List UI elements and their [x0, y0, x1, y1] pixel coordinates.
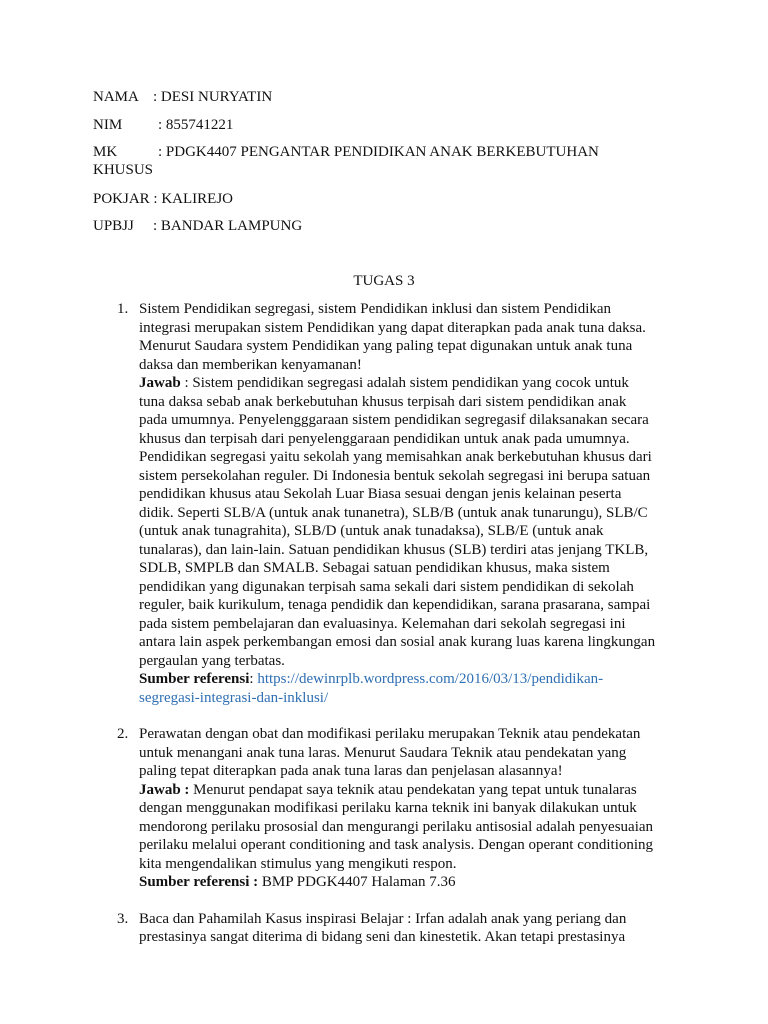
- answer-paragraph: [139, 374, 657, 670]
- question-item-1: [117, 300, 657, 707]
- nim-value: : 855741221: [158, 117, 234, 133]
- source-paragraph: [139, 873, 657, 892]
- answer-label: Jawab :: [139, 781, 190, 798]
- answer-text: Menurut pendapat saya teknik atau pendekatan yang tepat untuk tunalaras dengan menggunakan modifikasi perilaku karna teknik ini banyak dilakukan untuk mendorong perilaku prososial dan mengurangi perilaku antisosial adalah penyesuaian perilaku melalui operant conditioning and task analysis. Dengan operant conditioning kita mengendalikan stimulus yang mengikuti respon.: [139, 781, 654, 872]
- source-label: Sumber referensi :: [139, 874, 259, 890]
- pokjar-text: POKJAR : KALIREJO: [93, 191, 234, 207]
- question-item-3: [117, 910, 657, 947]
- question-text: Baca dan Pahamilah Kasus inspirasi Belajar : Irfan adalah anak yang periang dan prestasinya sangat diterima di bidang seni dan kinestetik. Akan tetapi prestasinya: [139, 910, 627, 945]
- answer-text: : Sistem pendidikan segregasi adalah sistem pendidikan yang cocok untuk tuna daksa sebab anak berkebutuhan khusus terpisah dari sistem pendidikan anak pada umumnya. Penyelengggaraan sistem pendidikan segregasif dilaksanakan secara khusus dan terpisah dari penyelenggaraan pendidikan untuk anak pada umumnya. Pendidikan segregasi yaitu sekolah yang memisahkan anak berkebutuhan khusus dari sistem persekolahan reguler. Di Indonesia bentuk sekolah segregasi ini berupa satuan pendidikan khusus atau Sekolah Luar Biasa sesuai dengan jenis kelainan peserta didik. Seperti SLB/A (untuk anak tunanetra), SLB/B (untuk anak tunarungu), SLB/C (untuk anak tunagrahita), SLB/D (untuk anak tunadaksa), SLB/E (untuk anak tunalaras), dan lain-lain. Satuan pendidikan khusus (SLB) terdiri atas jenjang TKLB, SDLB, SMPLB dan SMALB. Sebagai satuan pendidikan khusus, maka sistem pendidikan yang digunakan terpisah sama sekali dari sistem pendidikan di sekolah reguler, baik kurikulum, tenaga pendidik dan kependidikan, sarana prasarana, sampai pada sistem pembelajaran dan evaluasinya. Kelemahan dari sekolah segregasi ini antara lain aspek perkembangan emosi dan sosial anak kurang luas karena lingkungan pergaulan yang terbatas.: [139, 375, 656, 669]
- answer-paragraph: [139, 781, 657, 874]
- source-separator: :: [249, 671, 258, 687]
- nama-value: : DESI NURYATIN: [153, 89, 273, 105]
- question-item-2: [117, 725, 657, 892]
- source-link[interactable]: https://dewinrplb.wordpress.com/2016/03/13/pendidikan-segregasi-integrasi-dan-inklusi/: [139, 671, 604, 706]
- source-text: BMP PDGK4407 Halaman 7.36: [261, 874, 456, 890]
- mk-value-continuation: KHUSUS: [93, 162, 154, 178]
- header-nim: [93, 116, 233, 134]
- question-number: 2.: [117, 726, 129, 742]
- nim-label: NIM: [93, 117, 123, 133]
- upbjj-label: UPBJJ: [93, 218, 134, 234]
- header-mk: [93, 143, 693, 179]
- header-upbjj: [93, 217, 302, 235]
- question-number: 1.: [117, 301, 129, 317]
- question-number: 3.: [117, 910, 129, 927]
- question-text: Perawatan dengan obat dan modifikasi perilaku merupakan Teknik atau pendekatan untuk menangani anak tuna laras. Menurut Saudara Teknik atau pendekatan yang paling tepat diterapkan pada anak tuna laras dan penjelasan alasannya!: [139, 726, 641, 779]
- question-text: Sistem Pendidikan segregasi, sistem Pendidikan inklusi dan sistem Pendidikan integrasi merupakan sistem Pendidikan yang dapat diterapkan pada anak tuna daksa. Menurut Saudara system Pendidikan yang paling tepat digunakan untuk anak tuna daksa dan memberikan kenyamanan!: [139, 301, 646, 373]
- answer-label: Jawab: [139, 375, 181, 391]
- upbjj-value: : BANDAR LAMPUNG: [153, 218, 303, 234]
- source-label: Sumber referensi: [139, 671, 250, 687]
- header-nama: [93, 88, 272, 106]
- question-list: [117, 300, 657, 965]
- document-title: TUGAS 3: [353, 273, 415, 289]
- source-paragraph: [139, 670, 657, 707]
- nama-label: NAMA: [93, 89, 139, 105]
- header-pokjar: [93, 190, 233, 208]
- mk-label: MK: [93, 144, 118, 160]
- mk-value: : PDGK4407 PENGANTAR PENDIDIKAN ANAK BERKEBUTUHAN: [158, 144, 599, 160]
